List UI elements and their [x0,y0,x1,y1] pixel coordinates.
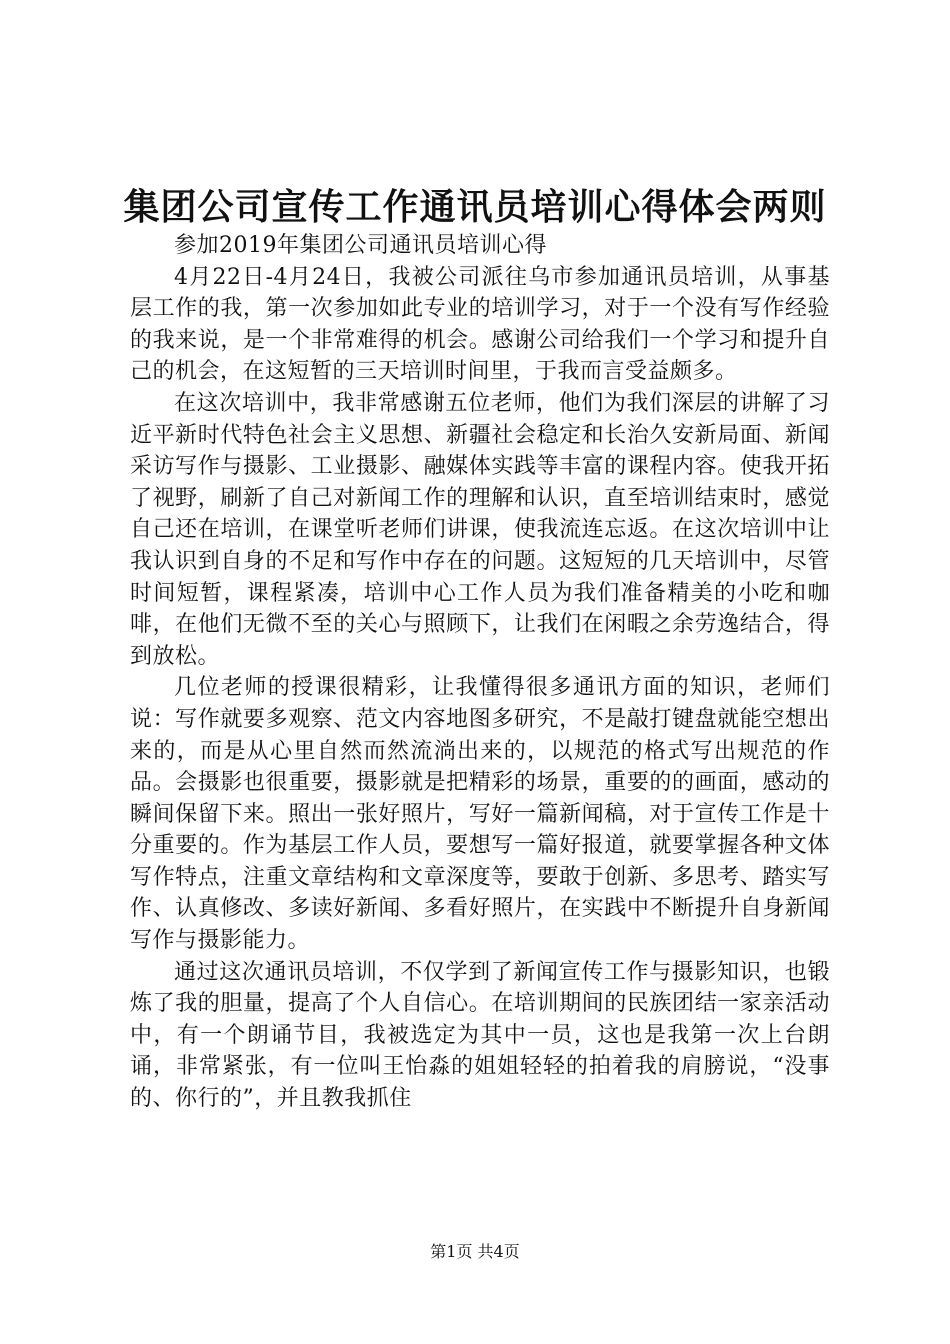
paragraph: 4月22日-4月24日，我被公司派往乌市参加通讯员培训，从事基层工作的我，第一次参加如此专业的培训学习，对于一个没有写作经验的我来说，是一个非常难得的机会。感谢公司给我们一个学习和提升自己的机会，在这短暂的三天培训时间里，于我而言受益颇多。 [130,264,830,385]
document-body [130,230,830,1115]
paragraph-subtitle: 参加2019年集团公司通讯员培训心得 [174,233,547,258]
paragraph: 通过这次通讯员培训，不仅学到了新闻宣传工作与摄影知识，也锻炼了我的胆量，提高了个人自信心。在培训期间的民族团结一家亲活动中，有一个朗诵节目，我被选定为其中一员，这也是我第一次上台朗诵，非常紧张，有一位叫王怡淼的姐姐轻轻的拍着我的肩膀说，“没事的、你行的”，并且教我抓住 [130,959,830,1112]
paragraph: 几位老师的授课很精彩，让我懂得很多通讯方面的知识，老师们说：写作就要多观察、范文内容地图多研究，不是敲打键盘就能空想出来的，而是从心里自然而然流淌出来的，以规范的格式写出规范的作品。会摄影也很重要，摄影就是把精彩的场景，重要的的画面，感动的瞬间保留下来。照出一张好照片，写好一篇新闻稿，对于宣传工作是十分重要的。作为基层工作人员，要想写一篇好报道，就要掌握各种文体写作特点，注重文章结构和文章深度等，要敢于创新、多思考、踏实写作、认真修改、多读好新闻、多看好照片，在实践中不断提升自身新闻写作与摄影能力。 [130,675,830,954]
paragraph: 在这次培训中，我非常感谢五位老师，他们为我们深层的讲解了习近平新时代特色社会主义思想、新疆社会稳定和长治久安新局面、新闻采访写作与摄影、工业摄影、融媒体实践等丰富的课程内容。使我开拓了视野，刷新了自己对新闻工作的理解和认识，直至培训结束时，感觉自己还在培训，在课堂听老师们讲课，使我流连忘返。在这次培训中让我认识到自身的不足和写作中存在的问题。这短短的几天培训中，尽管时间短暂，课程紧凑，培训中心工作人员为我们准备精美的小吃和咖啡，在他们无微不至的关心与照顾下，让我们在闲暇之余劳逸结合，得到放松。 [130,390,830,669]
page-number-footer: 第1页 共4页 [430,1242,520,1261]
document-title: 集团公司宣传工作通讯员培训心得体会两则 [123,187,827,228]
